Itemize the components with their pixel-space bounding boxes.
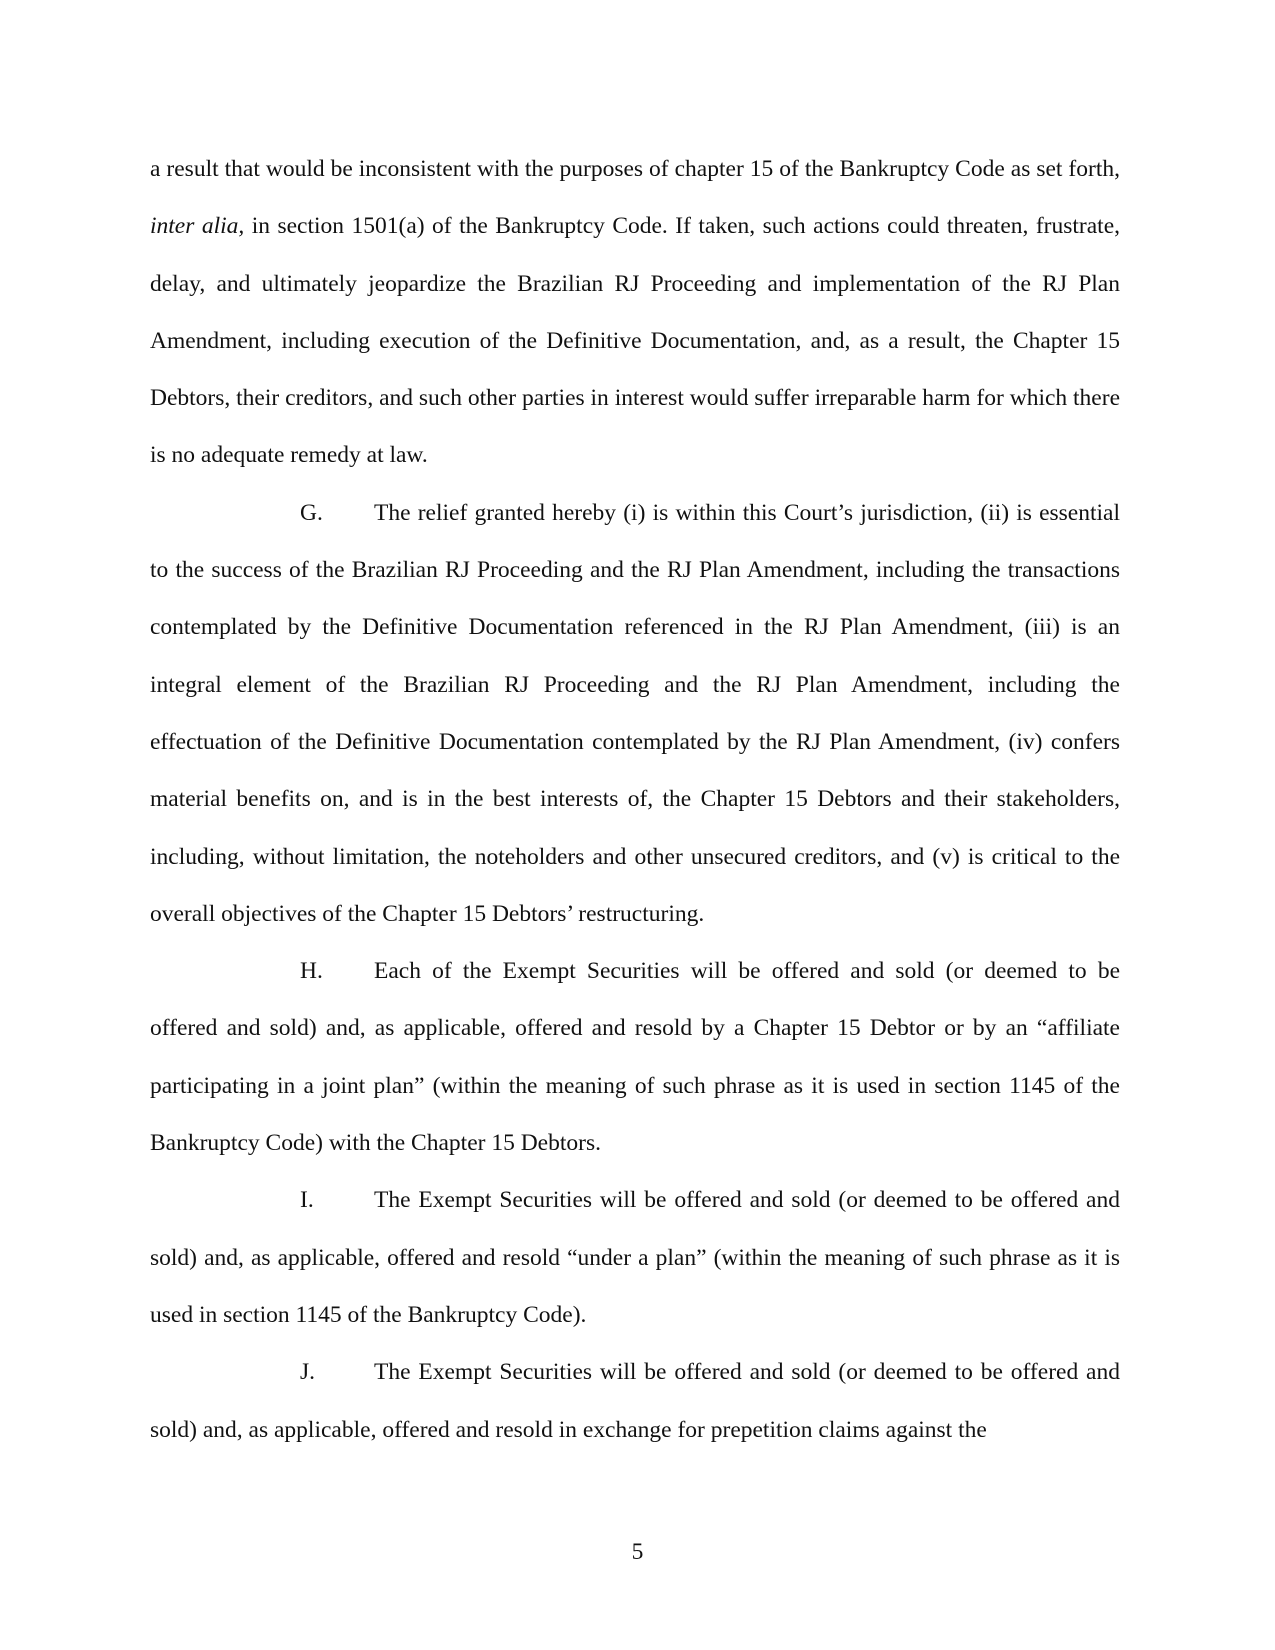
paragraph-h — [150, 943, 1120, 1172]
paragraph-j — [150, 1344, 1120, 1459]
paragraph-text: The Exempt Securities will be offered and sold (or deemed to be offered and sold) and, as applicable, offered and resold in exchange for prepetition claims against the — [150, 1359, 1120, 1443]
paragraph-i — [150, 1172, 1120, 1344]
page-number: 5 — [631, 1539, 644, 1565]
continuation-paragraph — [150, 141, 1120, 485]
continuation-text-part2: in section 1501(a) of the Bankruptcy Code. If taken, such actions could threaten, frustrate, delay, and ultimately jeopardize the Brazilian RJ Proceeding and implementation of the RJ Plan Amendment, including execution of the Definitive Documentation, and, as a result, the Chapter 15 Debtors, their creditors, and such other parties in interest would suffer irreparable harm for which there is no adequate remedy at law. — [150, 213, 1120, 469]
paragraph-label: I. — [300, 1187, 314, 1214]
paragraph-text: The Exempt Securities will be offered and sold (or deemed to be offered and sold) and, as applicable, offered and resold “under a plan” (within the meaning of such phrase as it is used in section 1145 of the Bankruptcy Code). — [150, 1187, 1120, 1328]
paragraph-text: The relief granted hereby (i) is within this Court’s jurisdiction, (ii) is essential to the success of the Brazilian RJ Proceeding and the RJ Plan Amendment, including the transactions contemplated by the Definitive Documentation referenced in the RJ Plan Amendment, (iii) is an integral element of the Brazilian RJ Proceeding and the RJ Plan Amendment, including the effectuation of the Definitive Documentation contemplated by the RJ Plan Amendment, (iv) confers material benefits on, and is in the best interests of, the Chapter 15 Debtors and their stakeholders, including, without limitation, the noteholders and other unsecured creditors, and (v) is critical to the overall objectives of the Chapter 15 Debtors’ restructuring. — [150, 499, 1120, 927]
italic-phrase: inter alia, — [150, 213, 245, 240]
body-text — [150, 141, 1120, 1459]
paragraph-label: G. — [300, 499, 323, 526]
paragraph-label: H. — [300, 958, 323, 985]
paragraph-label: J. — [300, 1359, 316, 1386]
paragraph-text: Each of the Exempt Securities will be offered and sold (or deemed to be offered and sold) and, as applicable, offered and resold by a Chapter 15 Debtor or by an “affiliate participating in a joint plan” (within the meaning of such phrase as it is used in section 1145 of the Bankruptcy Code) with the Chapter 15 Debtors. — [150, 958, 1120, 1157]
continuation-text-part1: a result that would be inconsistent with the purposes of chapter 15 of the Bankruptcy Code as set forth, — [150, 156, 1120, 182]
paragraph-g — [150, 485, 1120, 943]
